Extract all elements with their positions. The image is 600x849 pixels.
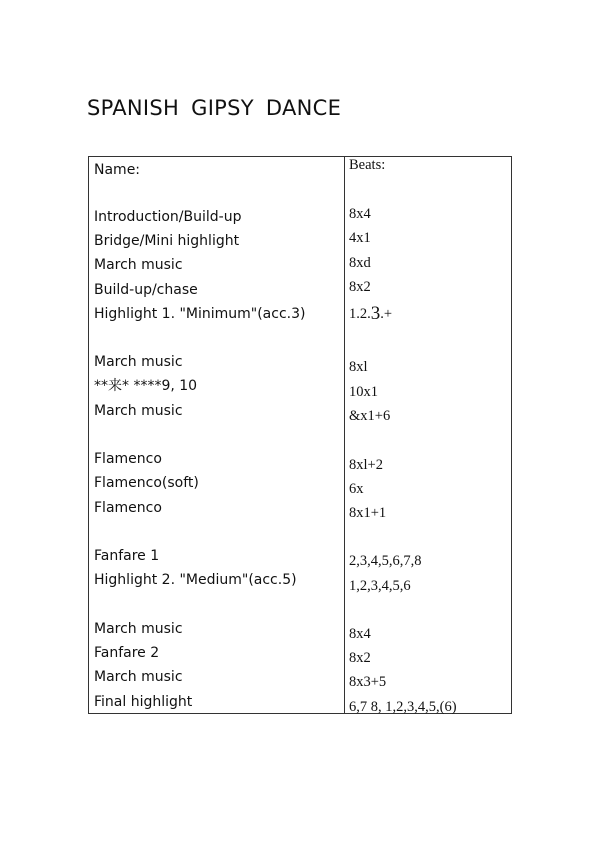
- row-name: Fanfare 2: [94, 645, 160, 661]
- row-beats: 8x4: [349, 206, 371, 222]
- row-beats: 6x: [349, 481, 364, 497]
- schedule-table: [88, 156, 512, 714]
- row-beats: 2,3,4,5,6,7,8: [349, 553, 422, 569]
- row-name: Flamenco: [94, 451, 162, 467]
- row-name: March music: [94, 669, 183, 685]
- name-header: Name:: [94, 162, 141, 178]
- row-beats: 6,7 8, 1,2,3,4,5,(6): [349, 699, 457, 715]
- row-beats: 8x2: [349, 650, 371, 666]
- row-beats: 8xd: [349, 255, 371, 271]
- row-name: Flamenco: [94, 500, 162, 516]
- beats-header: Beats:: [349, 157, 386, 173]
- row-beats: &x1+6: [349, 408, 391, 424]
- row-name: March music: [94, 354, 183, 370]
- beats-part: 1.2.: [349, 306, 371, 322]
- row-name: Highlight 1. "Minimum"(acc.3): [94, 306, 306, 322]
- page-title: SPANISH GIPSY DANCE: [87, 96, 342, 120]
- beats-part: .+: [380, 306, 393, 322]
- row-name: March music: [94, 403, 183, 419]
- row-name: Bridge/Mini highlight: [94, 233, 240, 249]
- row-beats: 10x1: [349, 384, 378, 400]
- row-name: March music: [94, 621, 183, 637]
- row-beats: 8xl: [349, 359, 368, 375]
- row-beats: 8x1+1: [349, 505, 387, 521]
- row-name: Fanfare 1: [94, 548, 160, 564]
- row-name: Build-up/chase: [94, 282, 198, 298]
- row-beats: 8x2: [349, 279, 371, 295]
- row-name: March music: [94, 257, 183, 273]
- column-divider: [344, 157, 345, 713]
- row-beats: 4x1: [349, 230, 371, 246]
- row-beats: 1,2,3,4,5,6: [349, 578, 411, 594]
- row-name: Final highlight: [94, 694, 193, 710]
- row-beats: 8xl+2: [349, 457, 383, 473]
- row-name: Introduction/Build-up: [94, 209, 242, 225]
- row-beats: [349, 303, 393, 324]
- beats-part-large: 3: [370, 303, 381, 324]
- row-beats: 8x4: [349, 626, 371, 642]
- row-name: Flamenco(soft): [94, 475, 199, 491]
- row-name: **来* ****9, 10: [94, 378, 198, 394]
- row-beats: 8x3+5: [349, 674, 387, 690]
- row-name: Highlight 2. "Medium"(acc.5): [94, 572, 297, 588]
